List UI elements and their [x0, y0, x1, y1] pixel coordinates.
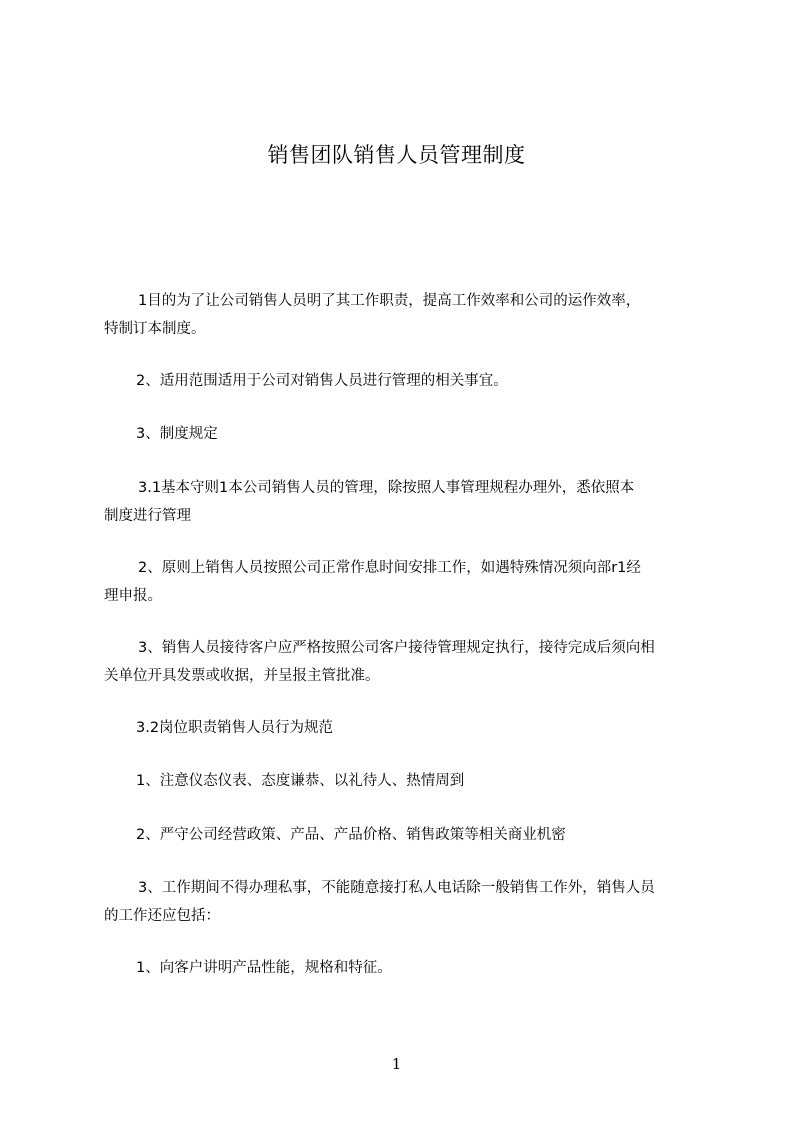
paragraph-purpose — [104, 287, 714, 343]
paragraph-conduct-2 — [104, 821, 714, 849]
paragraph-line: 的工作还应包括： — [104, 908, 220, 924]
paragraph-work-hours — [104, 554, 714, 610]
document-title: 销售团队销售人员管理制度 — [267, 143, 526, 167]
paragraph-basic-rules — [104, 474, 714, 530]
paragraph-line: 特制订本制度。 — [104, 321, 206, 337]
paragraph-line: 1、向客户讲明产品性能，规格和特征。 — [136, 960, 392, 976]
paragraph-line: 理申报。 — [104, 588, 162, 604]
paragraph-conduct-1 — [104, 767, 714, 795]
paragraph-conduct-3 — [104, 874, 714, 930]
paragraph-line: 2、适用范围适用于公司对销售人员进行管理的相关事宜。 — [136, 373, 508, 389]
paragraph-line: 3.1基本守则1本公司销售人员的管理，除按照人事管理规程办理外，悉依照本 — [138, 480, 635, 496]
paragraph-line: 3.2岗位职责销售人员行为规范 — [136, 720, 334, 736]
paragraph-scope — [104, 367, 714, 395]
paragraph-reception — [104, 634, 714, 690]
paragraph-rules-heading — [104, 420, 714, 448]
paragraph-line: 3、工作期间不得办理私事，不能随意接打私人电话除一般销售工作外，销售人员 — [138, 880, 655, 896]
paragraph-line: 1目的为了让公司销售人员明了其工作职责，提高工作效率和公司的运作效率， — [138, 293, 641, 309]
paragraph-line: 2、原则上销售人员按照公司正常作息时间安排工作，如遇特殊情况须向部r1经 — [138, 560, 641, 576]
paragraph-duty-1 — [104, 954, 714, 982]
paragraph-line: 3、销售人员接待客户应严格按照公司客户接待管理规定执行，接待完成后须向相 — [138, 640, 655, 656]
page-number: 1 — [391, 1055, 402, 1073]
paragraph-duties-heading — [104, 714, 714, 742]
paragraph-line: 1、注意仪态仪表、态度谦恭、以礼待人、热情周到 — [136, 773, 465, 789]
paragraph-line: 2、严守公司经营政策、产品、产品价格、销售政策等相关商业机密 — [136, 827, 566, 843]
paragraph-line: 制度进行管理 — [104, 508, 191, 524]
paragraph-line: 关单位开具发票或收据，并呈报主管批准。 — [104, 668, 380, 684]
paragraph-line: 3、制度规定 — [136, 426, 218, 442]
